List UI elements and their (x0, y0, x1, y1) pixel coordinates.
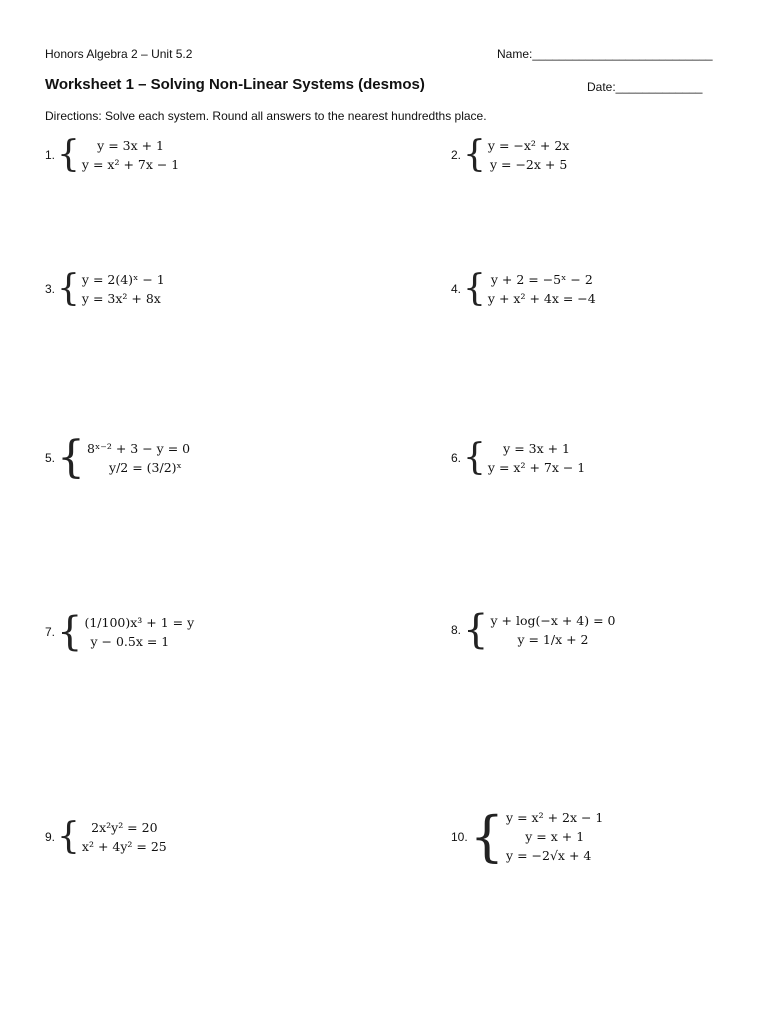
problem-number: 8. (451, 623, 462, 637)
problem-number: 4. (451, 282, 462, 296)
equation: y = 3x + 1 (97, 138, 165, 153)
system-brace: { (57, 134, 80, 175)
problem-6 (451, 439, 585, 477)
system-brace: { (463, 134, 486, 175)
problem-number: 1. (45, 148, 56, 162)
problem-number: 6. (451, 451, 462, 465)
equation: y = 1/x + 2 (517, 632, 589, 647)
equation: y − 0.5x = 1 (90, 634, 170, 649)
directions: Directions: Solve each system. Round all answers to the nearest hundredths place. (45, 109, 487, 123)
equation: y = x² + 7x − 1 (81, 157, 180, 172)
problem-5 (45, 432, 191, 483)
problem-8 (451, 607, 616, 653)
name-field[interactable]: Name:___________________________ (497, 47, 713, 61)
problem-7 (45, 609, 195, 655)
worksheet-title: Worksheet 1 – Solving Non-Linear Systems (desmos) (45, 76, 425, 93)
equation: y = 3x² + 8x (81, 291, 161, 306)
equation: y + 2 = −5ˣ − 2 (490, 272, 593, 287)
problem-10 (451, 804, 604, 868)
equation: y = x² + 7x − 1 (487, 460, 586, 475)
equation: y + log(−x + 4) = 0 (490, 613, 616, 628)
equation: x² + 4y² = 25 (81, 839, 167, 854)
equation: y/2 = (3/2)ˣ (109, 460, 182, 475)
problem-1 (45, 136, 179, 174)
system-brace: { (57, 609, 83, 655)
equation: 8ˣ⁻² + 3 − y = 0 (87, 441, 191, 456)
problem-4 (451, 270, 596, 308)
system-brace: { (463, 437, 486, 478)
problem-number: 5. (45, 451, 56, 465)
system-brace: { (57, 432, 86, 483)
equation: y = x + 1 (525, 829, 585, 844)
problem-number: 2. (451, 148, 462, 162)
equation: y = −x² + 2x (487, 138, 570, 153)
equation: y = −2√x + 4 (506, 848, 592, 863)
equation: y = 2(4)ˣ − 1 (81, 272, 165, 287)
system-brace: { (57, 268, 80, 309)
equation: y = −2x + 5 (489, 157, 568, 172)
system-brace: { (469, 804, 505, 868)
system-brace: { (463, 607, 489, 653)
problem-9 (45, 818, 167, 856)
system-brace: { (463, 268, 486, 309)
problem-number: 9. (45, 830, 56, 844)
system-brace: { (57, 816, 80, 857)
problem-number: 7. (45, 625, 56, 639)
equation: 2x²y² = 20 (91, 820, 158, 835)
problem-2 (451, 136, 569, 174)
problem-number: 10. (451, 829, 468, 844)
equation: y = x² + 2x − 1 (506, 810, 604, 825)
equation: (1/100)x³ + 1 = y (84, 615, 195, 630)
problem-3 (45, 270, 165, 308)
equation: y = 3x + 1 (503, 441, 571, 456)
equation: y + x² + 4x = −4 (487, 291, 596, 306)
problem-number: 3. (45, 282, 56, 296)
date-field[interactable]: Date:_____________ (587, 80, 703, 94)
course-label: Honors Algebra 2 – Unit 5.2 (45, 47, 193, 61)
